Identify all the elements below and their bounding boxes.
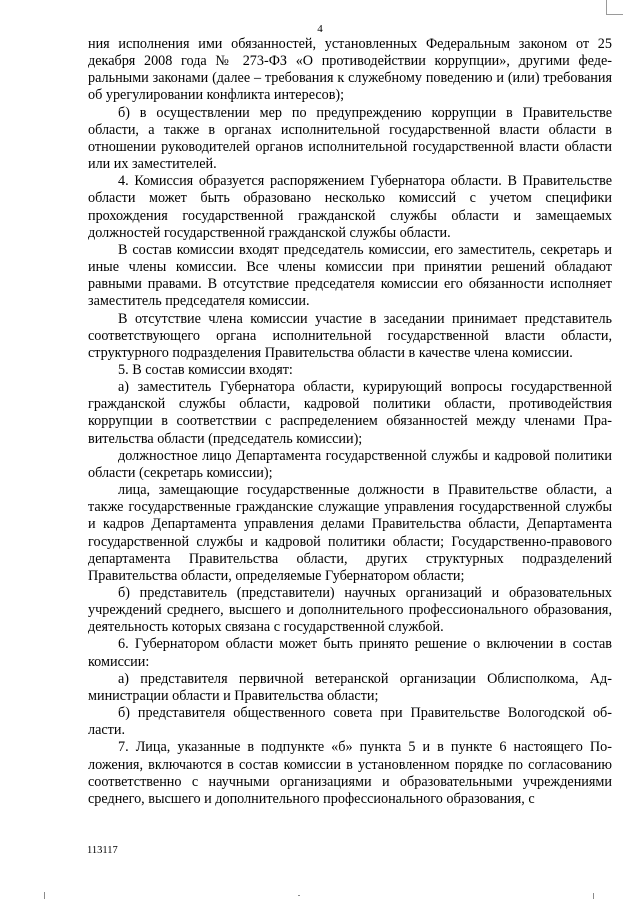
paragraph-item-a-deputy-governor: а) заместитель Губернатора области, курирующий вопросы государственной гражданской службы области, кадровой политики области, противодействия коррупции в соответствии с распределением обязанностей между членами Правительства области (председатель комиссии); [88,379,612,447]
paragraph-item-a-veterans: а) представителя первичной ветеранской организации Облисполкома, Администрации области и Правительства области; [88,670,612,704]
paragraph-item-b-prevention: б) в осуществлении мер по предупреждению коррупции в Правительстве области, а также в органах исполнительной государственной власти области в отношении руководителей органов исполнительной государственной власти области или их заместителей. [88,104,612,173]
paragraph-clause-7: 7. Лица, указанные в подпункте «б» пункта 5 и в пункте 6 настоящего Положения, включаются в состав комиссии в установленном порядке по согласованию соответственно с научными организациями и образовательными учреждениями среднего, высшего и дополнительного профессионального образования, с [88,739,612,807]
paragraph-member-absence: В отсутствие члена комиссии участие в заседании принимает представитель соответствующего органа исполнительной государственной власти области, структурного подразделения Правительства области в качестве члена комиссии. [88,310,612,361]
paragraph-continuation: ния исполнения ими обязанностей, установленных Федеральным законом от 25 декабря 2008 года № 273-ФЗ «О противодействии коррупции», другими федеральными законами (далее – требования к служебному поведению и (или) требования об урегулировании конфликта интересов); [88,36,612,104]
page-number: 4 [317,23,323,35]
scan-corner-mark [606,0,623,15]
paragraph-officials: лица, замещающие государственные должности в Правительстве области, а также государственные гражданские служащие управления государственной службы и кадров Департамента управления делами Правительства области, Департамента государственной службы и кадровой политики области; Государственно-правового департамента Правительства области, других структурных подразделений Правительства области, определяемые Губернатором области; [88,482,612,584]
paragraph-secretary: должностное лицо Департамента государственной службы и кадровой политики области (секретарь комиссии); [88,447,612,481]
scan-dot [593,893,594,899]
paragraph-item-b-public-council: б) представителя общественного совета при Правительстве Вологодской области. [88,705,612,739]
paragraph-clause-5: 5. В состав комиссии входят: [118,361,293,378]
paragraph-clause-6: 6. Губернатором области может быть принято решение о включении в состав комиссии: [88,636,612,670]
paragraph-commission-composition: В состав комиссии входят председатель комиссии, его заместитель, секретарь и иные члены комиссии. Все члены комиссии при принятии решений обладают равными правами. В отсутствие председателя комиссии его обязанности исполняет заместитель председателя комиссии. [88,241,612,310]
footer-code: 113117 [87,845,118,856]
paragraph-item-b-representatives: б) представитель (представители) научных организаций и образовательных учреждений среднего, высшего и дополнительного профессионального образования, деятельность которых связана с государственной службой. [88,585,612,636]
document-body [88,36,612,808]
scan-dot [44,892,45,899]
paragraph-clause-4: 4. Комиссия образуется распоряжением Губернатора области. В Правительстве области может быть образовано несколько комиссий с учетом специфики прохождения государственной гражданской службы области и замещаемых должностей государственной гражданской службы области. [88,173,612,241]
scan-dot [298,895,300,896]
